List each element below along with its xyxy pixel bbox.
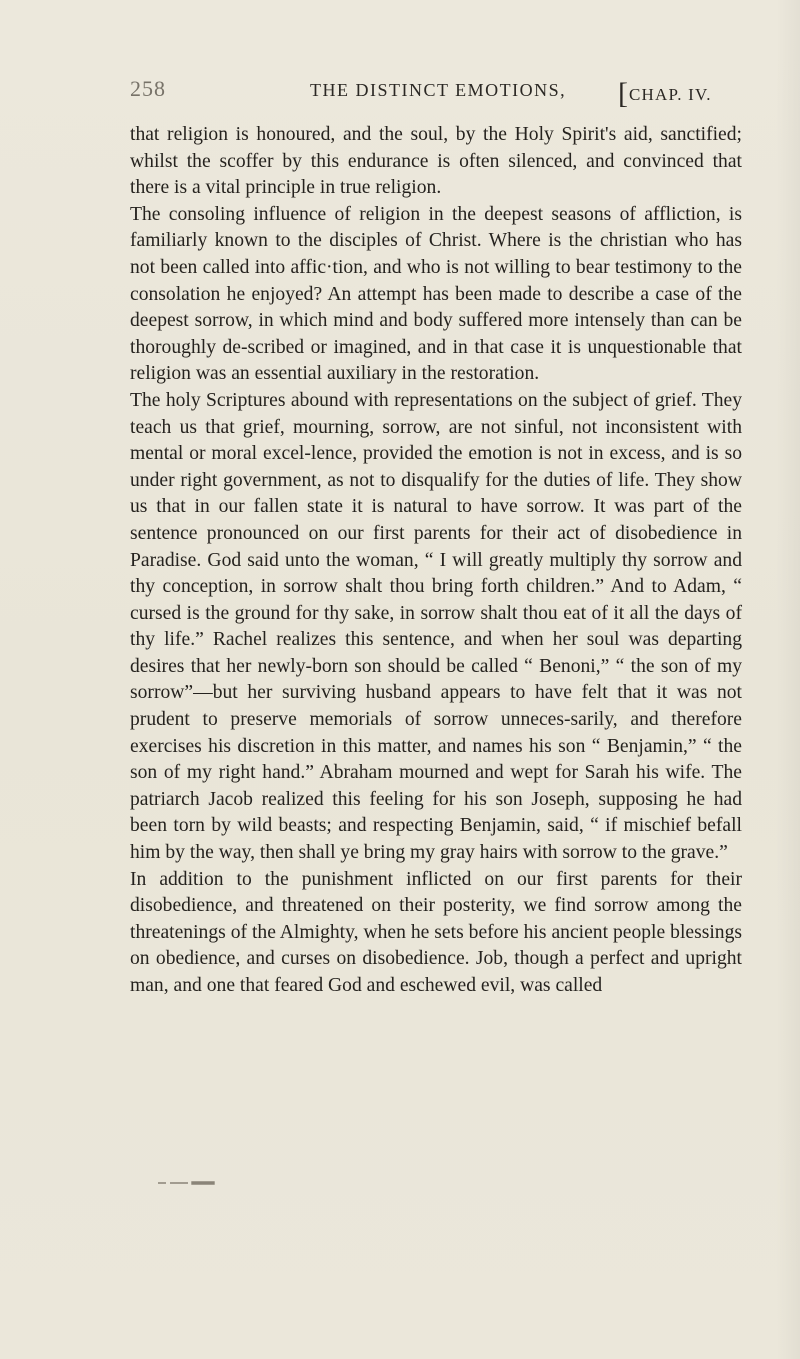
printer-mark-rule xyxy=(158,1180,222,1186)
body-text xyxy=(130,122,742,1000)
page-number: 258 xyxy=(130,76,166,101)
paragraph-2: The consoling influence of religion in the deepest seasons of affliction, is familiarly known to the disciples of Christ. Where is the christian who has not been called into affic·tion, and who is not willing to bear testimony to the consolation he enjoyed? An attempt has been made to describe a case of the deepest sorrow, in which mind and body suffered more intensely than can be thoroughly de-scribed or imagined, and in that case it is unquestionable that religion was an essential auxiliary in the restoration. xyxy=(130,203,742,385)
running-title: THE DISTINCT EMOTIONS, xyxy=(310,80,567,100)
chapter-label: CHAP. IV. xyxy=(629,85,712,104)
page-edge-shadow xyxy=(776,0,800,1359)
running-head xyxy=(130,74,730,110)
printer-mark xyxy=(158,1180,222,1186)
paragraph-1: that religion is honoured, and the soul, by the Holy Spirit's aid, sanctified; whilst the scoffer by this endurance is often silenced, and convinced that there is a vital principle in true religion. xyxy=(130,124,742,199)
chapter-marker xyxy=(618,74,712,108)
paragraph-4: In addition to the punishment inflicted on our first parents for their disobedience, and threatened on their posterity, we find sorrow among the threatenings of the Almighty, when he sets before his ancient people blessings on obedience, and curses on disobedience. Job, though a perfect and upright man, and one that feared God and eschewed evil, was called xyxy=(130,868,742,996)
paragraph-3: The holy Scriptures abound with representations on the subject of grief. They teach us that grief, mourning, sorrow, are not sinful, not inconsistent with mental or moral excel-lence, provided the emotion is not in excess, and is so under right government, as not to disqualify for the duties of life. They show us that in our fallen state it is natural to have sorrow. It was part of the sentence pronounced on our first parents for their act of disobedience in Paradise. God said unto the woman, “ I will greatly multiply thy sorrow and thy conception, in sorrow shalt thou bring forth children.” And to Adam, “ cursed is the ground for thy sake, in sorrow shalt thou eat of it all the days of thy life.” Rachel realizes this sentence, and when her soul was departing desires that her newly-born son should be called “ Benoni,” “ the son of my sorrow”—but her surviving husband appears to have felt that it was not prudent to preserve memorials of sorrow unneces-sarily, and therefore exercises his discretion in this matter, and names his son “ Benjamin,” “ the son of my right hand.” Abraham mourned and wept for Sarah his wife. The patriarch Jacob realized this feeling for his son Joseph, supposing he had been torn by wild beasts; and respecting Benjamin, said, “ if mischief befall him by the way, then shall ye bring my gray hairs with sorrow to the grave.” xyxy=(130,389,742,864)
chapter-bracket: [ xyxy=(618,77,629,110)
